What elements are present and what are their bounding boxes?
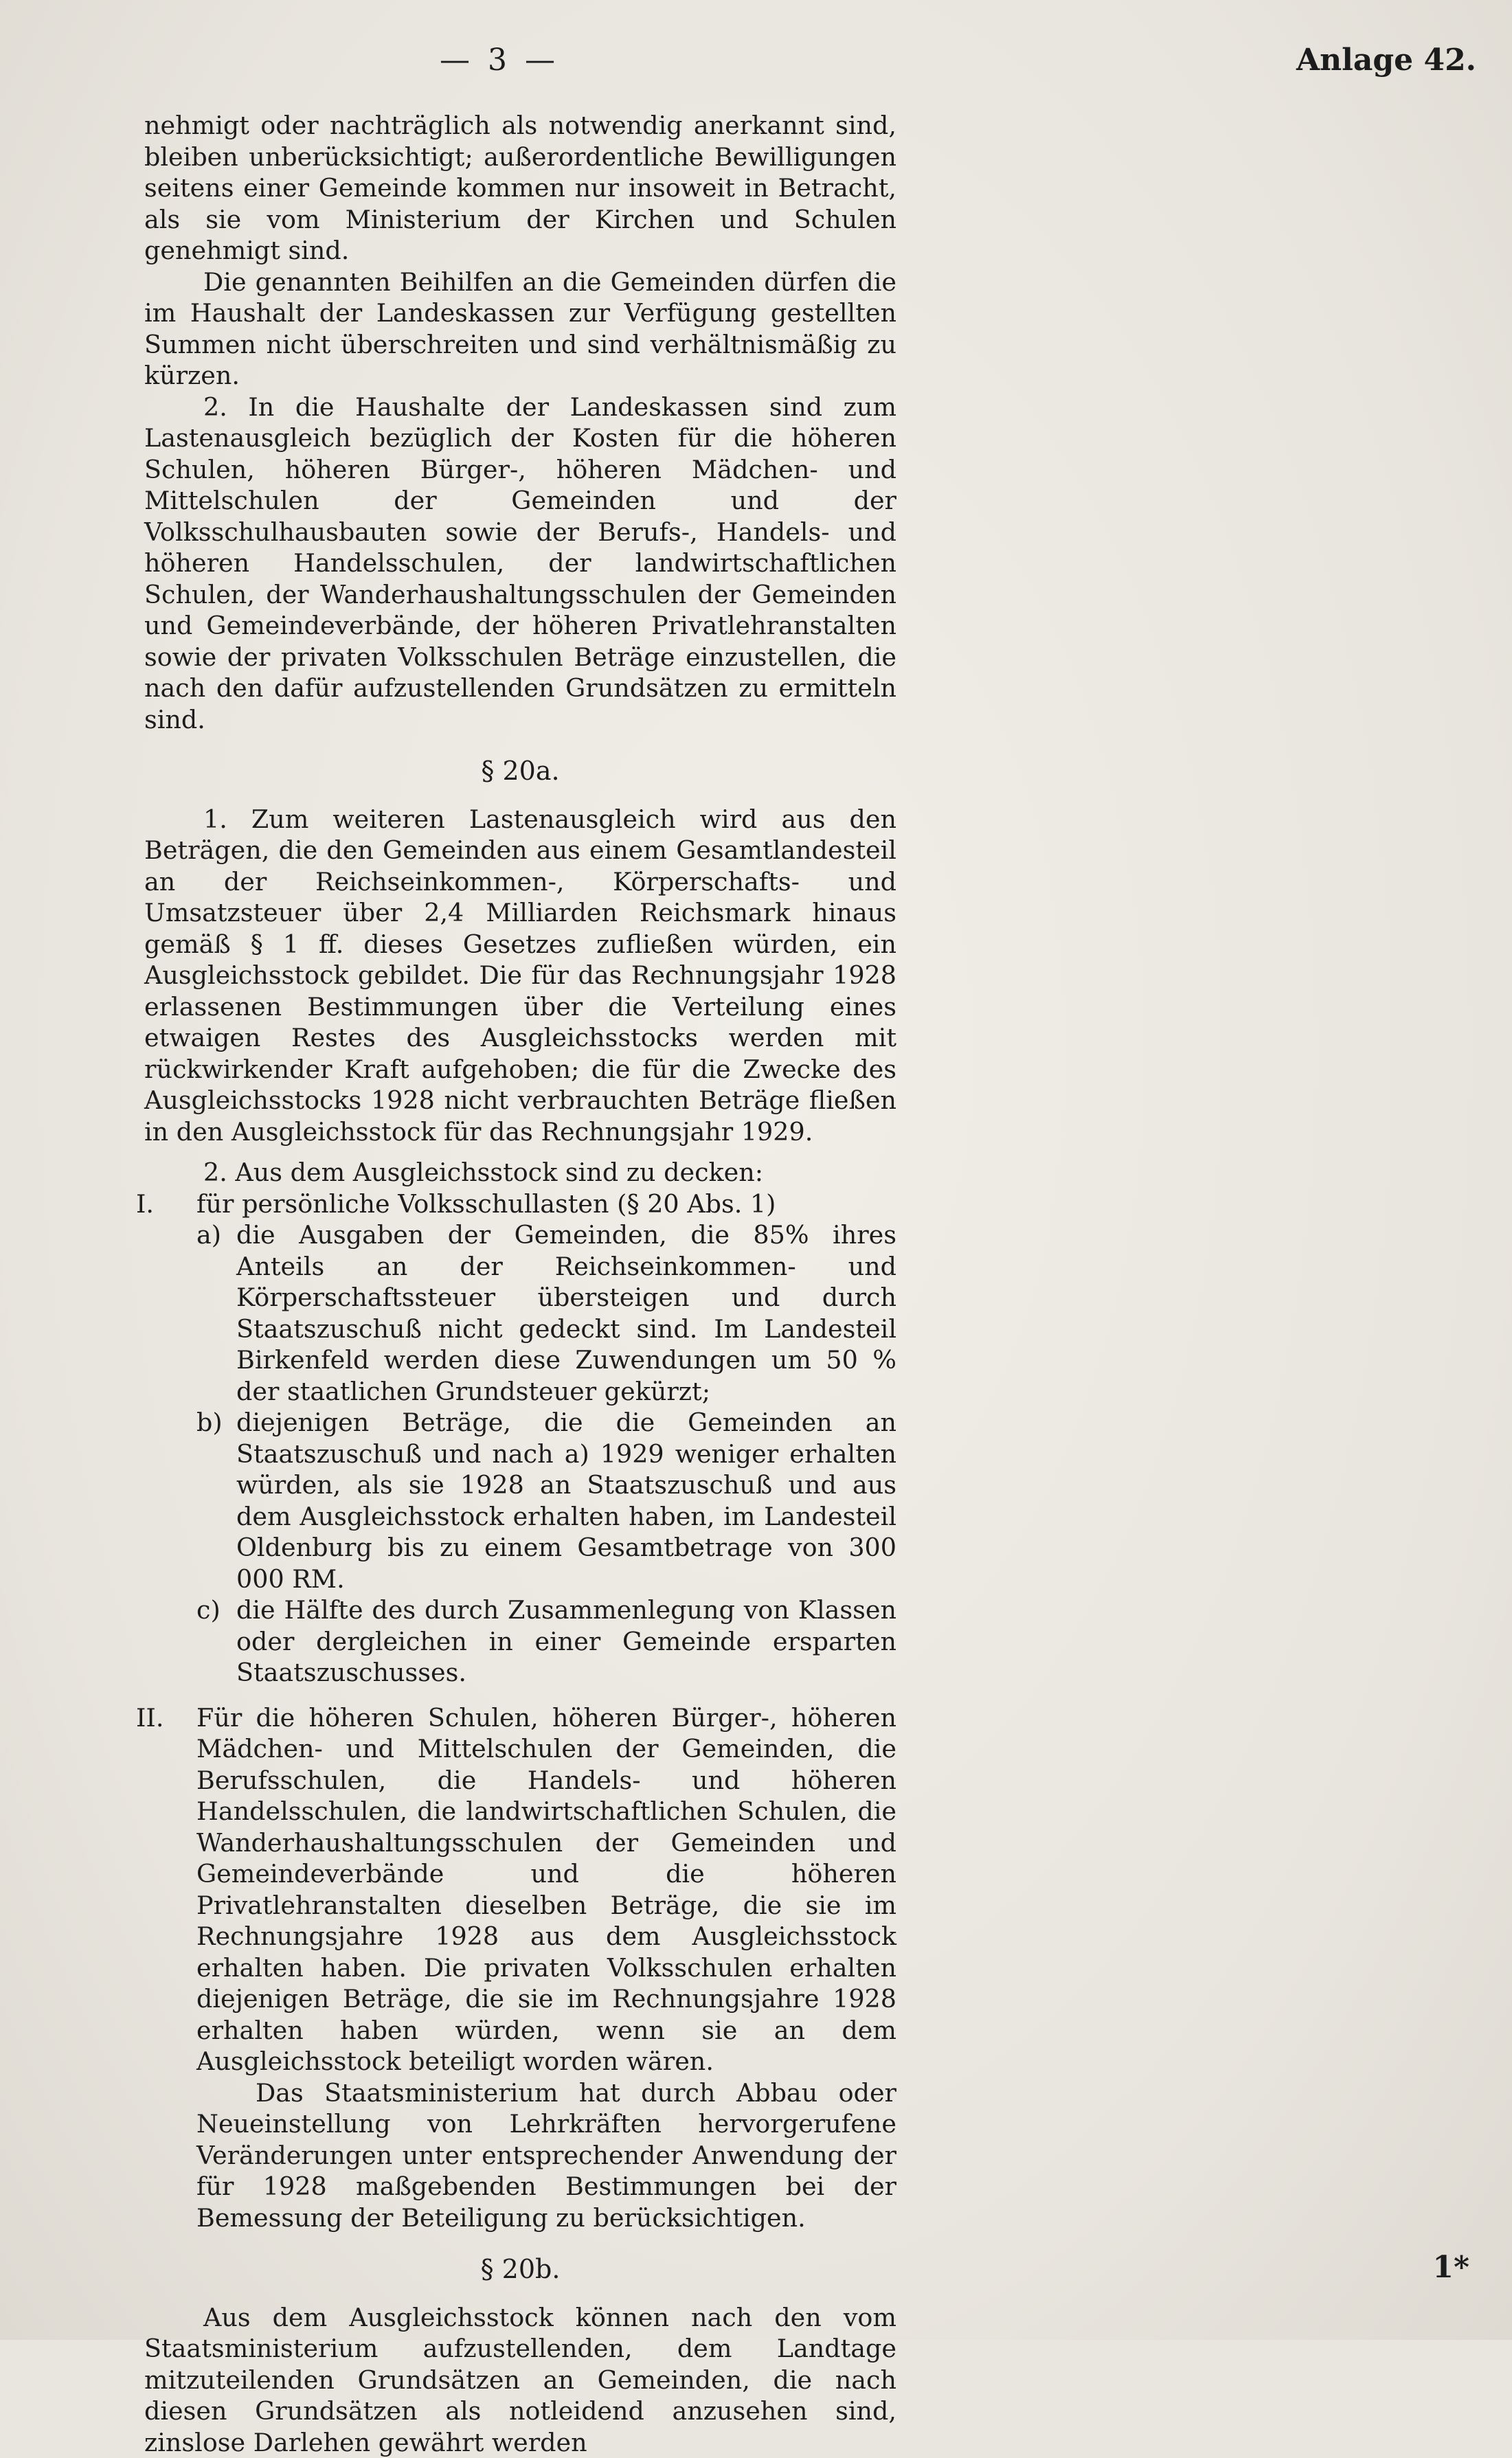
paragraph-haushalte: 2. In die Haushalte der Landeskassen sind zum Lastenausgleich bezüglich der Kosten für die höheren Schulen, höheren Bürger-, höheren Mädchen- und Mittelschulen der Gemeinden und der Volksschulhausbauten sowie der Berufs-, Handels- und höheren Handelsschulen, der landwirtschaftlichen Schulen, der Wanderhaushaltungsschulen der Gemeinden und Gemeindeverbände, der höheren Privatlehranstalten sowie der privaten Volksschulen Beträge einzustellen, die nach den dafür aufzustellenden Grundsätzen zu ermitteln sind. <box>144 392 896 736</box>
list-item-a <box>144 1219 896 1407</box>
section-heading-20a: § 20a. <box>144 756 896 787</box>
list-item-text: für persönliche Volksschullasten (§ 20 Abs. 1) <box>196 1189 776 1219</box>
page-number: — 3 — <box>440 43 559 78</box>
list-item-text: die Hälfte des durch Zusammenlegung von Klassen oder dergleichen in einer Gemeinde ersparten Staatszuschusses. <box>236 1595 896 1687</box>
list-item-text: die Ausgaben der Gemeinden, die 85% ihres Anteils an der Reichseinkommen- und Körperschaftssteuer übersteigen und durch Staatszuschuß nicht gedeckt sind. Im Landesteil Birkenfeld werden diese Zuwendungen um 50 % der staatlichen Grundsteuer gekürzt; <box>236 1220 896 1406</box>
paragraph-staatsministerium: Das Staatsministerium hat durch Abbau oder Neueinstellung von Lehrkräften hervorgerufene Veränderungen unter entsprechender Anwendung der für 1928 maßgebenden Bestimmungen bei der Bemessung der Beteiligung zu berücksichtigen. <box>196 2077 896 2234</box>
list-item-text: diejenigen Beträge, die die Gemeinden an Staatszuschuß und nach a) 1929 weniger erhalten würden, als sie 1928 an Staatszuschuß und aus dem Ausgleichsstock erhalten haben, im Landesteil Oldenburg bis zu einem Gesamtbetrage von 300 000 RM. <box>236 1408 896 1594</box>
list-item-text: Für die höheren Schulen, höheren Bürger-, höheren Mädchen- und Mittelschulen der Gemeinden, die Berufsschulen, die Handels- und höheren Handelsschulen, die landwirtschaftlichen Schulen, die Wanderhaushaltungsschulen der Gemeinden und Gemeindeverbände und die höheren Privatlehranstalten dieselben Beträge, die sie im Rechnungsjahre 1928 aus dem Ausgleichsstock erhalten haben. Die privaten Volksschulen erhalten diejenigen Beträge, die sie im Rechnungsjahre 1928 erhalten haben würden, wenn sie an dem Ausgleichsstock beteiligt worden wären. <box>196 1703 896 2077</box>
annex-label: Anlage 42. <box>1296 43 1476 78</box>
section-heading-20b: § 20b. <box>144 2254 896 2286</box>
document-body <box>144 110 896 2458</box>
list-item-roman-2 <box>144 1702 896 2077</box>
paragraph-continuation: nehmigt oder nachträglich als notwendig anerkannt sind, bleiben unberücksichtigt; außerordentliche Bewilligungen seitens einer Gemeinde kommen nur insoweit in Betracht, als sie vom Ministerium der Kirchen und Schulen genehmigt sind. <box>144 110 896 267</box>
paragraph-lastenausgleich: 1. Zum weiteren Lastenausgleich wird aus den Beträgen, die den Gemeinden aus einem Gesamtlandesteil an der Reichseinkommen-, Körperschafts- und Umsatzsteuer über 2,4 Milliarden Reichsmark hinaus gemäß § 1 ff. dieses Gesetzes zufließen würden, ein Ausgleichsstock gebildet. Die für das Rechnungsjahr 1928 erlassenen Bestimmungen über die Verteilung eines etwaigen Restes des Ausgleichsstocks werden mit rückwirkender Kraft aufgehoben; die für die Zwecke des Ausgleichsstocks 1928 nicht verbrauchten Beträge fließen in den Ausgleichsstock für das Rechnungsjahr 1929. <box>144 804 896 1148</box>
list-item-c <box>144 1594 896 1689</box>
paragraph-ausgleichsstock-deckung: 2. Aus dem Ausgleichsstock sind zu decken: <box>144 1157 896 1188</box>
list-marker: a) <box>196 1219 221 1251</box>
list-marker: b) <box>196 1407 223 1439</box>
signature-mark: 1* <box>1432 2250 1469 2285</box>
list-item-b <box>144 1407 896 1594</box>
list-item-roman-1 <box>144 1188 896 1220</box>
paragraph-darlehen: Aus dem Ausgleichsstock können nach den vom Staatsministerium aufzustellenden, dem Landtage mitzuteilenden Grundsätzen an Gemeinden, die nach diesen Grundsätzen als notleidend anzusehen sind, zinslose Darlehen gewährt werden <box>144 2302 896 2458</box>
list-marker: c) <box>196 1594 221 1626</box>
list-marker: I. <box>136 1188 154 1220</box>
list-marker: II. <box>136 1702 163 1734</box>
page-header <box>0 43 1512 84</box>
paragraph-beihilfen: Die genannten Beihilfen an die Gemeinden dürfen die im Haushalt der Landeskassen zur Verfügung gestellten Summen nicht überschreiten und sind verhältnismäßig zu kürzen. <box>144 267 896 392</box>
paragraph-staatsministerium-wrapper <box>144 2077 896 2234</box>
